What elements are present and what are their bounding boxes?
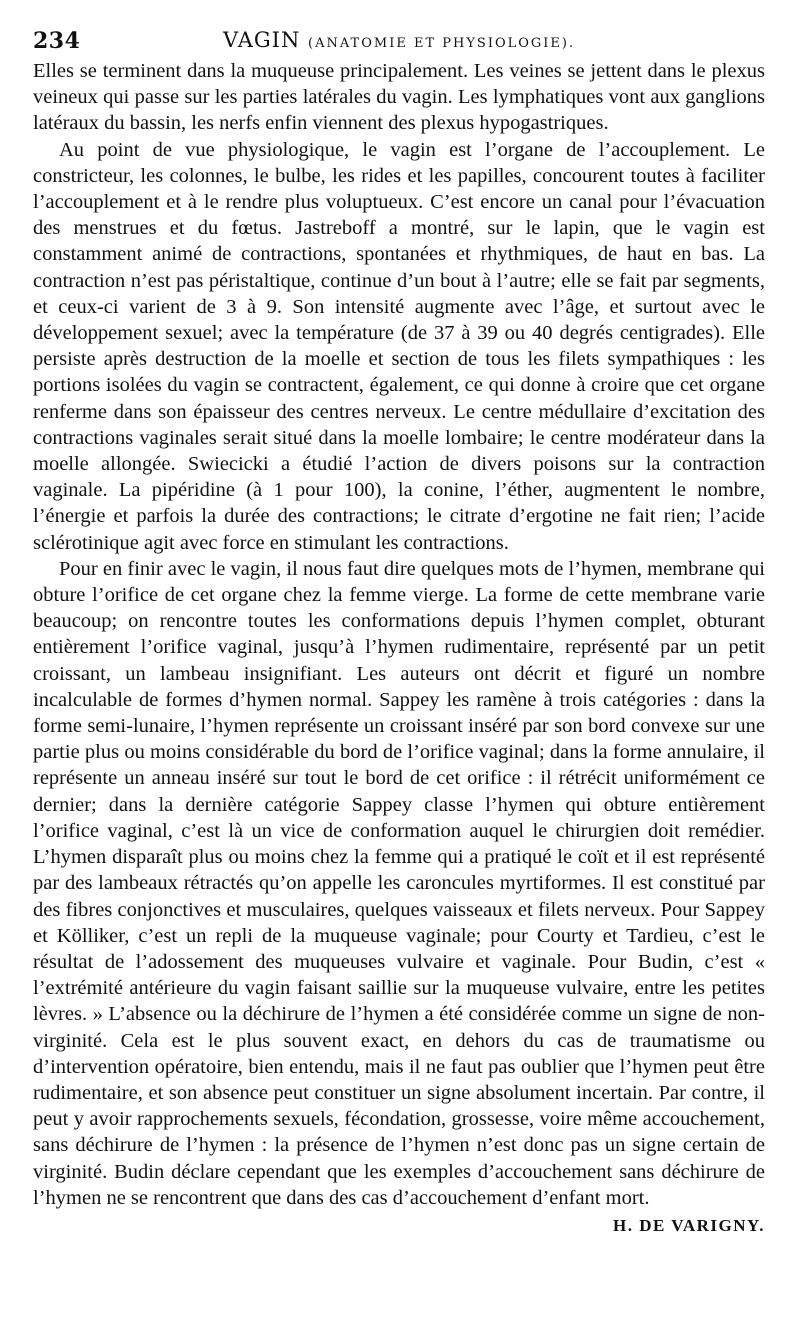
paragraph-hymen-text: Pour en finir avec le vagin, il nous faut dire quelques mots de l’hymen, membrane qui obture l’orifice de cet organe chez la femme vierge. La forme de cette membrane varie beaucoup; on rencontre toutes les conformations depuis l’hymen complet, obturant entièrement l’orifice vaginal, jusqu’à l’hymen rudimentaire, représenté par un petit croissant, un lambeau insignifiant. Les auteurs ont décrit et figuré un nombre incalculable de formes d’hymen normal. Sappey les ramène à trois catégories : dans la forme semi-lunaire, l’hymen représente un croissant inséré par son bord convexe sur une partie plus ou moins considérable du bord de l’orifice vaginal; dans la forme annulaire, il représente un anneau inséré sur tout le bord de cet orifice : il rétrécit uniformément ce dernier; dans la dernière catégorie Sappey classe l’hymen qui obture entièrement l’orifice vaginal, c’est là un vice de conformation auquel le chirurgien doit remédier. L’hymen disparaît plus ou moins chez la femme qui a pratiqué le coït et il est représenté par des lambeaux rétractés qu’on appelle les caroncules myrtiformes. Il est constitué par des fibres conjonctives et musculaires, quelques vaisseaux et filets nerveux. Pour Sappey et Kölliker, c’est un repli de la muqueuse vaginale; pour Courty et Tardieu, c’est le résultat de l’adossement des muqueuses vulvaire et vaginale. Pour Budin, c’est « l’extrémité antérieure du vagin faisant saillie sur la muqueuse vulvaire, entre les petites lèvres. » L’absence ou la déchirure de l’hymen a été considérée comme un signe de non-virginité. Cela est le plus souvent exact, en dehors du cas de traumatisme ou d’intervention opératoire, bien entendu, mais il ne faut pas oublier que l’hymen peut être rudimentaire, et son absence peut constituer un signe absolument incertain. Par contre, il peut y avoir rapprochements sexuels, fécondation, grossesse, voire même accouchement, sans déchirure de l’hymen : la présence de l’hymen n’est donc pas un signe certain de virginité. Budin déclare cependant que les exemples d’accouchement sans déchirure de l’hymen ne se rencontrent que dans des cas d’accouchement d’enfant mort.	[33, 557, 765, 1209]
running-title-sub: (ANATOMIE ET PHYSIOLOGIE).	[308, 36, 576, 51]
paragraph-continuation: Elles se terminent dans la muqueuse principalement. Les veines se jettent dans le plexus veineux qui passe sur les parties latérales du vagin. Les lymphatiques vont aux ganglions latéraux du bassin, les nerfs enfin viennent des plexus hypogastriques.	[33, 60, 765, 135]
page-number: 234	[33, 28, 81, 54]
paragraph-physiology: Au point de vue physiologique, le vagin est l’organe de l’accouplement. Le constricteur, les colonnes, le bulbe, les rides et les papilles, concourent toutes à faciliter l’accouplement et à le rendre plus voluptueux. C’est encore un canal pour l’évacuation des menstrues et du fœtus. Jastreboff a montré, sur le lapin, que le vagin est constamment animé de contractions, spontanées et rhythmiques, de haut en bas. La contraction n’est pas péristaltique, continue d’un bout à l’autre; elle se fait par segments, et ceux-ci varient de 3 à 9. Son intensité augmente avec l’âge, et surtout avec le développement sexuel; avec la température (de 37 à 39 ou 40 degrés centigrades). Elle persiste après destruction de la moelle et section de tous les filets sympathiques : les portions isolées du vagin se contractent, également, ce qui donne à croire que cet organe renferme dans son épaisseur des centres nerveux. Le centre médullaire d’excitation des contractions vaginales serait situé dans la moelle lombaire; le centre modérateur dans la moelle allongée. Swiecicki a étudié l’action de divers poisons sur la contraction vaginale. La pipéridine (à 1 pour 100), la conine, l’éther, augmentent le nombre, l’énergie et parfois la durée des contractions; le citrate d’ergotine ne fait rien; l’acide sclérotinique agit avec force en stimulant les contractions.	[33, 138, 765, 554]
running-head	[33, 28, 760, 58]
author-signature: H. DE VARIGNY.	[612, 1215, 765, 1235]
article-body	[33, 58, 765, 1239]
paragraph-hymen	[33, 556, 765, 1235]
running-title-main: VAGIN	[223, 28, 301, 52]
running-title	[223, 28, 575, 52]
